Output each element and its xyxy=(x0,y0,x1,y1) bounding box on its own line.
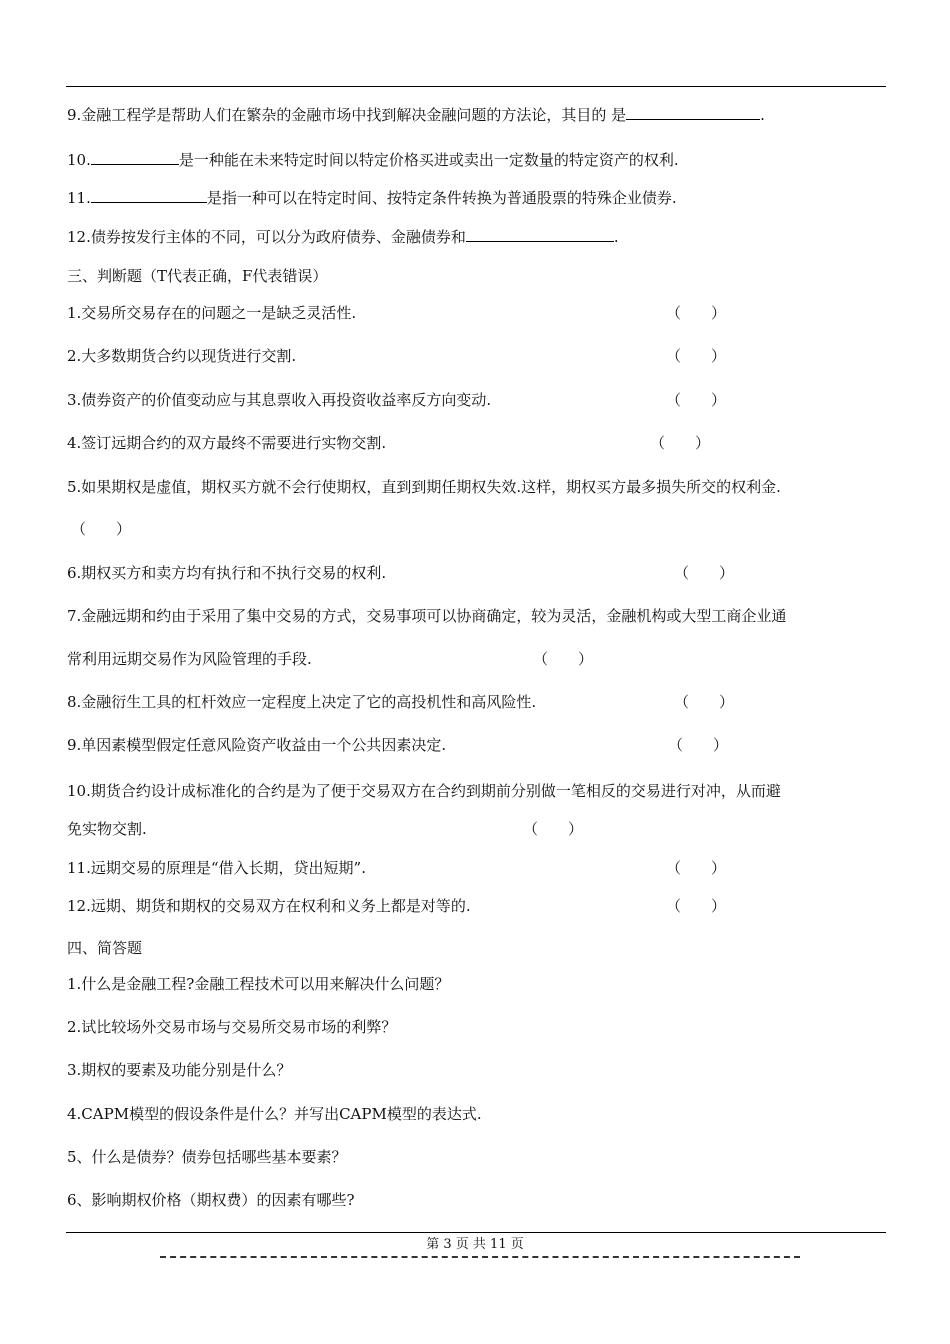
judge-item-11: 11.远期交易的原理是“借入长期，贷出短期”. xyxy=(67,859,366,877)
judge-item-7: 7.金融远期和约由于采用了集中交易的方式，交易事项可以协商确定，较为灵活，金融机构或大型工商企业通 xyxy=(67,607,787,625)
answer-paren[interactable]: （ ） xyxy=(666,347,727,365)
judge-item-1: 1.交易所交易存在的问题之一是缺乏灵活性. xyxy=(67,304,357,322)
fill-blank-text: 12.债券按发行主体的不同，可以分为政府债券、金融债券和 xyxy=(67,228,466,246)
short-item-5: 5、什么是债券？债券包括哪些基本要素？ xyxy=(67,1148,347,1166)
footer-rule xyxy=(66,1232,886,1233)
answer-blank[interactable] xyxy=(91,186,207,203)
answer-paren[interactable]: （ ） xyxy=(523,820,584,838)
fill-blank-text: . xyxy=(613,228,619,246)
answer-blank[interactable] xyxy=(626,103,760,120)
fill-blank-text: 是一种能在未来特定时间以特定价格买进或卖出一定数量的特定资产的权利. xyxy=(178,151,679,169)
judge-item-10-cont: 免实物交割. xyxy=(67,820,147,838)
fill-blank-11 xyxy=(67,186,677,209)
answer-paren[interactable]: （ ） xyxy=(674,564,735,582)
judge-item-7-cont: 常利用远期交易作为风险管理的手段. xyxy=(67,650,312,668)
answer-paren[interactable]: （ ） xyxy=(650,434,711,452)
section-title-judge: 三、判断题（T代表正确，F代表错误） xyxy=(67,267,328,285)
judge-item-6: 6.期权买方和卖方均有执行和不执行交易的权利. xyxy=(67,564,387,582)
short-item-6: 6、影响期权价格（期权费）的因素有哪些? xyxy=(67,1191,355,1209)
fill-blank-text: 是指一种可以在特定时间、按特定条件转换为普通股票的特殊企业债券. xyxy=(206,189,677,207)
answer-paren[interactable]: （ ） xyxy=(666,897,727,915)
judge-item-5: 5.如果期权是虚值，期权买方就不会行使期权，直到到期任期权失效.这样，期权买方最多损失所交的权利金. xyxy=(67,478,781,496)
answer-paren[interactable]: （ ） xyxy=(666,391,727,409)
short-item-1: 1.什么是金融工程?金融工程技术可以用来解决什么问题？ xyxy=(67,975,450,993)
answer-paren[interactable]: （ ） xyxy=(674,693,735,711)
fill-blank-10 xyxy=(67,148,679,171)
fill-blank-text: 11. xyxy=(67,189,91,207)
fill-blank-text: 10. xyxy=(67,151,91,169)
judge-item-4: 4.签订远期合约的双方最终不需要进行实物交割. xyxy=(67,434,387,452)
fill-blank-text: . xyxy=(760,106,765,124)
footer-dashed-line xyxy=(160,1256,800,1258)
judge-item-10: 10.期货合约设计成标准化的合约是为了便于交易双方在合约到期前分别做一笔相反的交易进行对冲，从而避 xyxy=(67,782,781,800)
judge-item-12: 12.远期、期货和期权的交易双方在权利和义务上都是对等的. xyxy=(67,897,471,915)
section-title-short: 四、简答题 xyxy=(67,939,143,957)
judge-item-9: 9.单因素模型假定任意风险资产收益由一个公共因素决定. xyxy=(67,736,447,754)
answer-blank[interactable] xyxy=(91,148,179,165)
short-item-2: 2.试比较场外交易市场与交易所交易市场的利弊？ xyxy=(67,1018,397,1036)
fill-blank-9 xyxy=(67,103,765,126)
short-item-3: 3.期权的要素及功能分别是什么？ xyxy=(67,1061,292,1079)
judge-item-3: 3.债券资产的价值变动应与其息票收入再投资收益率反方向变动. xyxy=(67,391,492,409)
answer-blank[interactable] xyxy=(466,225,614,242)
answer-paren[interactable]: （ ） xyxy=(666,304,727,322)
judge-item-8: 8.金融衍生工具的杠杆效应一定程度上决定了它的高投机性和高风险性. xyxy=(67,693,537,711)
answer-paren[interactable]: （ ） xyxy=(533,650,594,668)
short-item-4: 4.CAPM模型的假设条件是什么？并写出CAPM模型的表达式. xyxy=(67,1105,482,1123)
fill-blank-12 xyxy=(67,225,619,248)
page-number: 第 3 页 共 11 页 xyxy=(426,1237,524,1252)
answer-paren[interactable]: （ ） xyxy=(668,736,729,754)
header-rule xyxy=(66,86,886,87)
fill-blank-text: 9.金融工程学是帮助人们在繁杂的金融市场中找到解决金融问题的方法论，其目的 是 xyxy=(67,106,627,124)
answer-paren[interactable]: （ ） xyxy=(666,859,727,877)
judge-item-2: 2.大多数期货合约以现货进行交割. xyxy=(67,347,297,365)
answer-paren[interactable]: （ ） xyxy=(71,520,132,538)
